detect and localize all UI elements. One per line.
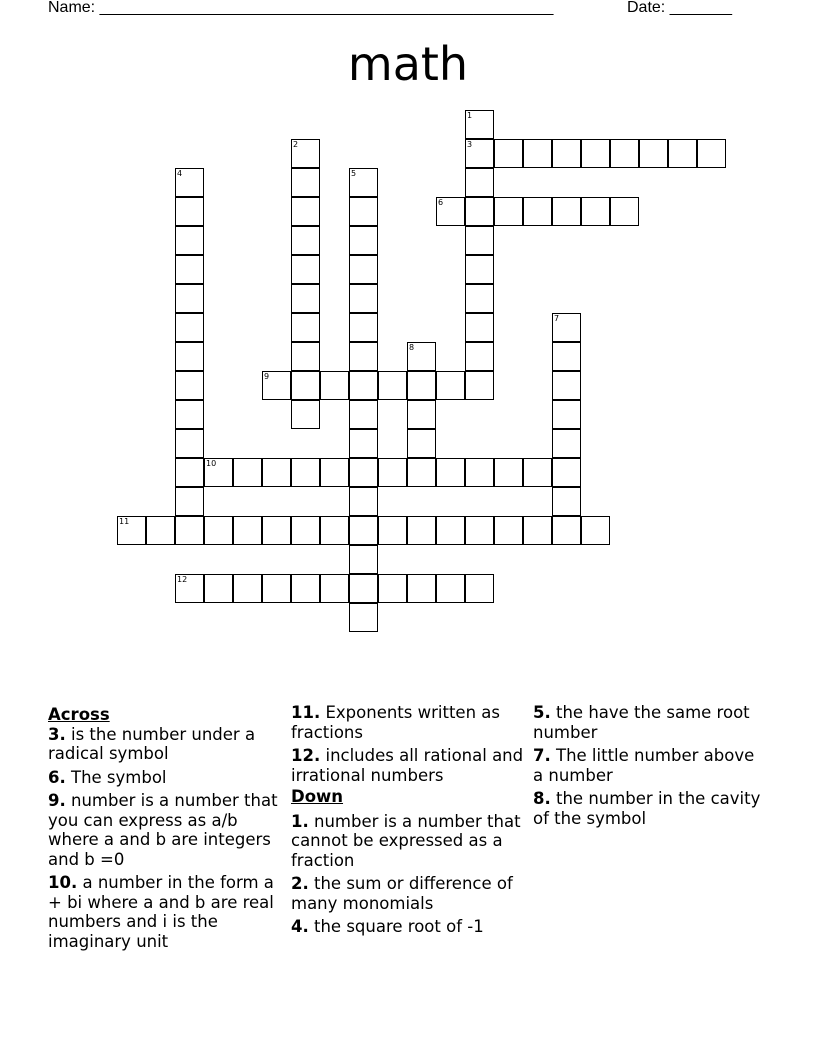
grid-cell[interactable] bbox=[349, 400, 378, 429]
clue-down-5 bbox=[533, 703, 769, 742]
grid-cell[interactable] bbox=[610, 197, 639, 226]
clue-across-12 bbox=[291, 746, 527, 785]
grid-cell[interactable] bbox=[175, 400, 204, 429]
grid-cell[interactable] bbox=[175, 255, 204, 284]
grid-cell[interactable] bbox=[407, 458, 436, 487]
clue-down-1 bbox=[291, 812, 527, 871]
cell-number: 3 bbox=[467, 140, 473, 149]
grid-cell[interactable] bbox=[697, 139, 726, 168]
grid-cell[interactable] bbox=[175, 226, 204, 255]
grid-cell[interactable] bbox=[262, 458, 291, 487]
grid-cell[interactable] bbox=[407, 574, 436, 603]
grid-cell[interactable] bbox=[465, 110, 494, 139]
grid-cell[interactable] bbox=[175, 168, 204, 197]
clue-number: 11. bbox=[291, 703, 321, 722]
clue-text: includes all rational and irrational numbers bbox=[291, 746, 524, 785]
grid-cell[interactable] bbox=[175, 284, 204, 313]
grid-cell[interactable] bbox=[436, 574, 465, 603]
grid-cell[interactable] bbox=[320, 516, 349, 545]
grid-cell[interactable] bbox=[465, 284, 494, 313]
clue-column-2 bbox=[291, 703, 527, 941]
grid-cell[interactable] bbox=[552, 458, 581, 487]
grid-cell[interactable] bbox=[291, 197, 320, 226]
clue-down-8 bbox=[533, 789, 769, 828]
grid-cell[interactable] bbox=[349, 458, 378, 487]
across-heading: Across bbox=[48, 705, 110, 724]
grid-cell[interactable] bbox=[436, 371, 465, 400]
grid-cell[interactable] bbox=[494, 516, 523, 545]
clue-number: 5. bbox=[533, 703, 551, 722]
grid-cell[interactable] bbox=[233, 516, 262, 545]
grid-cell[interactable] bbox=[407, 371, 436, 400]
grid-cell[interactable] bbox=[291, 516, 320, 545]
grid-cell[interactable] bbox=[552, 139, 581, 168]
grid-cell[interactable] bbox=[175, 487, 204, 516]
grid-cell[interactable] bbox=[465, 574, 494, 603]
grid-cell[interactable] bbox=[581, 197, 610, 226]
clue-number: 4. bbox=[291, 917, 309, 936]
grid-cell[interactable] bbox=[523, 139, 552, 168]
grid-cell[interactable] bbox=[291, 371, 320, 400]
grid-cell[interactable] bbox=[349, 197, 378, 226]
clue-number: 6. bbox=[48, 767, 66, 787]
grid-cell[interactable] bbox=[262, 371, 291, 400]
clue-column-3 bbox=[533, 703, 769, 832]
grid-cell[interactable] bbox=[494, 139, 523, 168]
grid-cell[interactable] bbox=[552, 313, 581, 342]
grid-cell[interactable] bbox=[465, 197, 494, 226]
grid-cell[interactable] bbox=[552, 487, 581, 516]
grid-cell[interactable] bbox=[465, 458, 494, 487]
grid-cell[interactable] bbox=[552, 400, 581, 429]
grid-cell[interactable] bbox=[465, 255, 494, 284]
puzzle-title: math bbox=[347, 37, 469, 91]
grid-cell[interactable] bbox=[349, 371, 378, 400]
grid-cell[interactable] bbox=[349, 255, 378, 284]
clue-text: a number in the form a + bi where a and b are real numbers and i is the imaginary unit bbox=[48, 873, 274, 951]
grid-cell[interactable] bbox=[436, 516, 465, 545]
grid-cell[interactable] bbox=[175, 516, 204, 545]
grid-cell[interactable] bbox=[349, 226, 378, 255]
grid-cell[interactable] bbox=[407, 342, 436, 371]
clue-text: The symbol bbox=[65, 767, 167, 787]
grid-cell[interactable] bbox=[581, 139, 610, 168]
cell-number: 1 bbox=[467, 111, 473, 120]
grid-cell[interactable] bbox=[523, 458, 552, 487]
grid-cell[interactable] bbox=[262, 516, 291, 545]
down-heading: Down bbox=[291, 787, 344, 806]
clue-number: 7. bbox=[533, 746, 551, 765]
grid-cell[interactable] bbox=[233, 574, 262, 603]
date-label: Date: bbox=[627, 0, 670, 16]
grid-cell[interactable] bbox=[349, 168, 378, 197]
cell-number: 11 bbox=[119, 517, 130, 526]
grid-cell[interactable] bbox=[523, 197, 552, 226]
grid-cell[interactable] bbox=[117, 516, 146, 545]
grid-cell[interactable] bbox=[291, 168, 320, 197]
clue-text: number is a number that you can express as a/b where a and b are integers and b =0 bbox=[48, 791, 278, 869]
clue-text: Exponents written as fractions bbox=[291, 703, 500, 742]
cell-number: 4 bbox=[177, 169, 183, 178]
grid-cell[interactable] bbox=[320, 574, 349, 603]
clue-text: the number in the cavity of the symbol bbox=[533, 789, 761, 828]
grid-cell[interactable] bbox=[291, 400, 320, 429]
grid-cell[interactable] bbox=[552, 371, 581, 400]
grid-cell[interactable] bbox=[320, 458, 349, 487]
grid-cell[interactable] bbox=[465, 226, 494, 255]
cell-number: 9 bbox=[264, 372, 270, 381]
grid-cell[interactable] bbox=[320, 371, 349, 400]
grid-cell[interactable] bbox=[349, 487, 378, 516]
grid-cell[interactable] bbox=[175, 342, 204, 371]
grid-cell[interactable] bbox=[378, 458, 407, 487]
grid-cell[interactable] bbox=[291, 313, 320, 342]
grid-cell[interactable] bbox=[494, 197, 523, 226]
name-field[interactable]: ___________________________________________________ bbox=[99, 0, 554, 16]
cell-number: 2 bbox=[293, 140, 299, 149]
grid-cell[interactable] bbox=[523, 516, 552, 545]
grid-cell[interactable] bbox=[610, 139, 639, 168]
clue-column-1 bbox=[48, 703, 284, 955]
grid-cell[interactable] bbox=[465, 168, 494, 197]
grid-cell[interactable] bbox=[378, 516, 407, 545]
grid-cell[interactable] bbox=[465, 313, 494, 342]
grid-cell[interactable] bbox=[465, 139, 494, 168]
grid-cell[interactable] bbox=[175, 313, 204, 342]
grid-cell[interactable] bbox=[581, 516, 610, 545]
clue-text: is the number under a radical symbol bbox=[48, 724, 256, 763]
grid-cell[interactable] bbox=[407, 400, 436, 429]
cell-number: 6 bbox=[438, 198, 444, 207]
grid-cell[interactable] bbox=[552, 197, 581, 226]
clue-number: 1. bbox=[291, 811, 309, 831]
clue-text: the sum or difference of many monomials bbox=[291, 874, 513, 913]
cell-number: 8 bbox=[409, 343, 415, 352]
grid-cell[interactable] bbox=[465, 371, 494, 400]
grid-cell[interactable] bbox=[349, 603, 378, 632]
grid-cell[interactable] bbox=[291, 342, 320, 371]
grid-cell[interactable] bbox=[175, 429, 204, 458]
clue-across-10 bbox=[48, 873, 284, 951]
grid-cell[interactable] bbox=[436, 458, 465, 487]
clue-across-6 bbox=[48, 768, 284, 788]
cell-number: 5 bbox=[351, 169, 357, 178]
grid-cell[interactable] bbox=[291, 255, 320, 284]
cell-number: 12 bbox=[177, 575, 188, 584]
clue-text: the square root of -1 bbox=[308, 917, 484, 936]
clue-text: the have the same root number bbox=[533, 703, 750, 742]
grid-cell[interactable] bbox=[233, 458, 262, 487]
grid-cell[interactable] bbox=[262, 574, 291, 603]
clue-down-4 bbox=[291, 917, 527, 937]
clue-number: 2. bbox=[291, 874, 309, 893]
grid-cell[interactable] bbox=[378, 371, 407, 400]
cell-number: 7 bbox=[554, 314, 560, 323]
grid-cell[interactable] bbox=[494, 458, 523, 487]
clue-down-7 bbox=[533, 746, 769, 785]
clue-number: 12. bbox=[291, 746, 321, 765]
grid-cell[interactable] bbox=[407, 516, 436, 545]
clue-across-11 bbox=[291, 703, 527, 742]
clue-across-9 bbox=[48, 791, 284, 869]
clue-across-3 bbox=[48, 725, 284, 764]
grid-cell[interactable] bbox=[349, 313, 378, 342]
grid-cell[interactable] bbox=[552, 342, 581, 371]
grid-cell[interactable] bbox=[291, 458, 320, 487]
grid-cell[interactable] bbox=[291, 284, 320, 313]
grid-cell[interactable] bbox=[349, 516, 378, 545]
grid-cell[interactable] bbox=[175, 458, 204, 487]
grid-cell[interactable] bbox=[349, 545, 378, 574]
grid-cell[interactable] bbox=[552, 429, 581, 458]
clue-number: 9. bbox=[48, 791, 66, 810]
grid-cell[interactable] bbox=[204, 516, 233, 545]
grid-cell[interactable] bbox=[291, 574, 320, 603]
grid-cell[interactable] bbox=[175, 371, 204, 400]
date-field[interactable]: _______ bbox=[669, 0, 732, 16]
grid-cell[interactable] bbox=[436, 197, 465, 226]
grid-cell[interactable] bbox=[349, 429, 378, 458]
grid-cell[interactable] bbox=[291, 139, 320, 168]
clue-text: The little number above a number bbox=[533, 746, 755, 785]
grid-cell[interactable] bbox=[552, 516, 581, 545]
grid-cell[interactable] bbox=[175, 197, 204, 226]
grid-cell[interactable] bbox=[378, 574, 407, 603]
grid-cell[interactable] bbox=[175, 574, 204, 603]
grid-cell[interactable] bbox=[146, 516, 175, 545]
grid-cell[interactable] bbox=[407, 429, 436, 458]
cell-number: 10 bbox=[206, 459, 217, 468]
grid-cell[interactable] bbox=[204, 458, 233, 487]
clue-number: 10. bbox=[48, 873, 78, 892]
grid-cell[interactable] bbox=[465, 516, 494, 545]
grid-cell[interactable] bbox=[349, 342, 378, 371]
grid-cell[interactable] bbox=[465, 342, 494, 371]
clue-number: 3. bbox=[48, 724, 66, 744]
clue-down-2 bbox=[291, 874, 527, 913]
grid-cell[interactable] bbox=[349, 574, 378, 603]
grid-cell[interactable] bbox=[204, 574, 233, 603]
clue-text: number is a number that cannot be expressed as a fraction bbox=[291, 811, 521, 870]
name-label: Name: bbox=[48, 0, 100, 16]
grid-cell[interactable] bbox=[639, 139, 668, 168]
grid-cell[interactable] bbox=[291, 226, 320, 255]
clue-number: 8. bbox=[533, 789, 551, 808]
grid-cell[interactable] bbox=[349, 284, 378, 313]
grid-cell[interactable] bbox=[668, 139, 697, 168]
